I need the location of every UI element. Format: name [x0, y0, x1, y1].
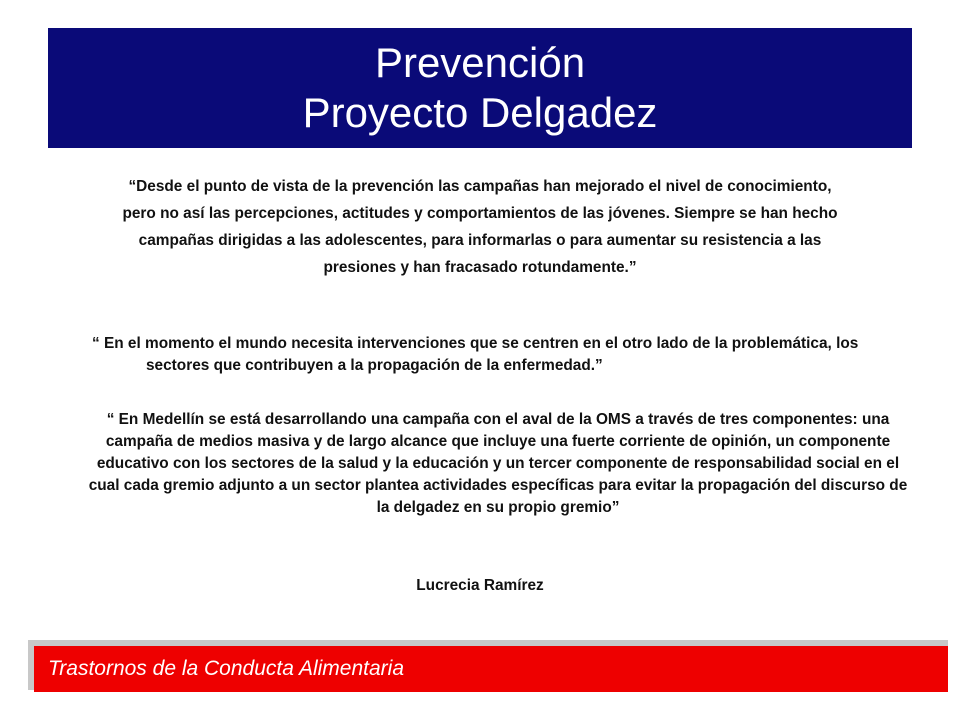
footer-banner	[34, 646, 948, 692]
quote-medellin-campaign: “ En Medellín se está desarrollando una campaña con el aval de la OMS a través de tres componentes: una campaña de medios masiva y de largo alcance que incluye una fuerte corriente de opinión, un componente educativo con los sectores de la salud y la educación y un tercer componente de responsabilidad social en el cual cada gremio adjunto a un sector plantea actividades específicas para evitar la propagación del discurso de la delgadez en su propio gremio”	[88, 411, 908, 516]
quote-world-interventions: “ En el momento el mundo necesita intervenciones que se centren en el otro lado de la problemática, los sectores que contribuyen a la propagación de la enfermedad.”	[92, 335, 859, 374]
title-banner	[48, 28, 912, 148]
slide-title-line-1: Prevención	[374, 39, 586, 86]
quote-prevention-campaigns: “Desde el punto de vista de la prevención las campañas han mejorado el nivel de conocimiento, pero no así las percepciones, actitudes y comportamientos de las jóvenes. Siempre se han hecho campañas dirigidas a las adolescentes, para informarlas o para aumentar su resistencia a las presiones y han fracasado rotundamente.”	[122, 178, 838, 276]
slide-title-line-2: Proyecto Delgadez	[302, 89, 658, 136]
quote-author: Lucrecia Ramírez	[416, 577, 544, 594]
footer-label: Trastornos de la Conducta Alimentaria	[48, 657, 405, 680]
